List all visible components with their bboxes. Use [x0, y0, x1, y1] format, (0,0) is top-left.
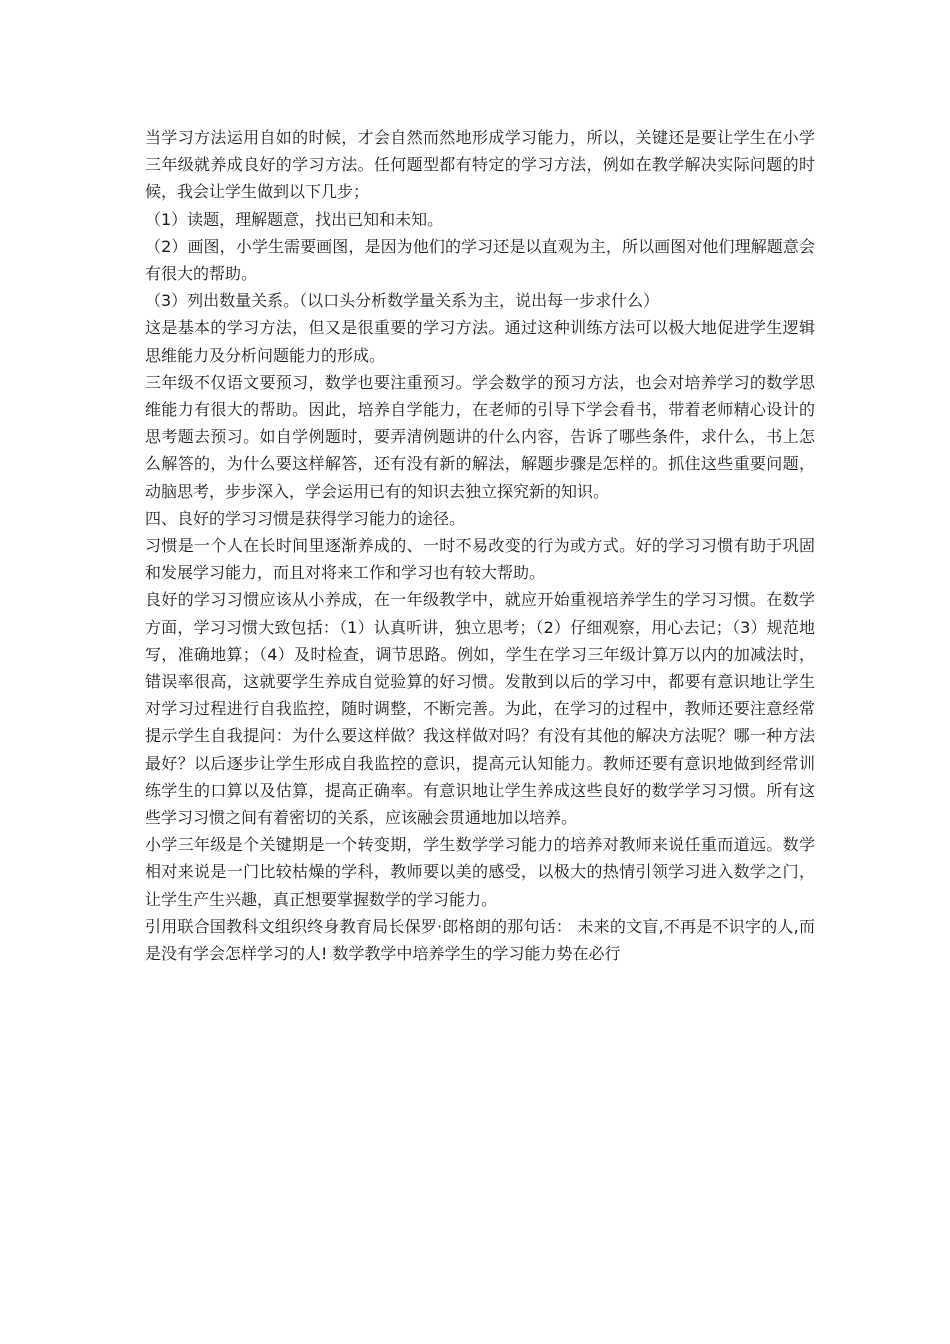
paragraph-habit-details: 良好的学习习惯应该从小养成，在一年级教学中，就应开始重视培养学生的学习习惯。在数学方面，学习习惯大致包括：（1）认真听讲，独立思考；（2）仔细观察，用心去记；（3）规范地写，准确地算；（4）及时检查，调节思路。例如，学生在学习三年级计算万以内的加减法时，错误率很高，这就要学生养成自觉验算的好习惯。发散到以后的学习中，都要有意识地让学生对学习过程进行自我监控，随时调整，不断完善。为此，在学习的过程中，教师还要注意经常提示学生自我提问：为什么要这样做？我这样做对吗？有没有其他的解决方法呢？哪一种方法最好？以后逐步让学生形成自我监控的意识，提高元认知能力。教师还要有意识地做到经常训练学生的口算以及估算，提高正确率。有意识地让学生养成这些良好的数学学习习惯。所有这些学习习惯之间有着密切的关系，应该融会贯通地加以培养。	[145, 590, 815, 828]
document-body	[145, 124, 815, 967]
paragraph-step-2: （2）画图，小学生需要画图，是因为他们的学习还是以直观为主，所以画图对他们理解题意会有很大的帮助。	[145, 236, 815, 284]
paragraph-basic-method: 这是基本的学习方法，但又是很重要的学习方法。通过这种训练方法可以极大地促进学生逻辑思维能力及分析问题能力的形成。	[145, 318, 815, 365]
paragraph-intro: 当学习方法运用自如的时候，才会自然而然地形成学习能力，所以，关键还是要让学生在小学三年级就养成良好的学习方法。任何题型都有特定的学习方法，例如在教学解决实际问题的时候，我会让学生做到以下几步；	[145, 128, 815, 202]
paragraph-habit-definition: 习惯是一个人在长时间里逐渐养成的、一时不易改变的行为或方式。好的学习习惯有助于巩固和发展学习能力，而且对将来工作和学习也有较大帮助。	[145, 536, 815, 583]
paragraph-preview: 三年级不仅语文要预习，数学也要注重预习。学会数学的预习方法，也会对培养学习的数学思维能力有很大的帮助。因此，培养自学能力，在老师的引导下学会看书，带着老师精心设计的思考题去预习。如自学例题时，要弄清例题讲的什么内容，告诉了哪些条件，求什么，书上怎么解答的，为什么要这样解答，还有没有新的解法，解题步骤是怎样的。抓住这些重要问题，动脑思考，步步深入，学会运用已有的知识去独立探究新的知识。	[145, 372, 815, 501]
section-heading-habits: 四、良好的学习习惯是获得学习能力的途径。	[145, 508, 466, 528]
paragraph-step-3: （3）列出数量关系。（以口头分析数学量关系为主，说出每一步求什么）	[145, 291, 660, 311]
paragraph-quote: 引用联合国教科文组织终身教育局长保罗·郎格朗的那句话： 未来的文盲,不再是不识字的人,而是没有学会怎样学习的人! 数学教学中培养学生的学习能力势在必行	[145, 916, 815, 964]
paragraph-grade-three: 小学三年级是个关键期是一个转变期，学生数学学习能力的培养对教师来说任重而道远。数学相对来说是一门比较枯燥的学科，教师要以美的感受，以极大的热情引领学习进入数学之门，让学生产生兴趣，真正想要掌握数学的学习能力。	[145, 835, 815, 909]
paragraph-step-1: （1）读题，理解题意，找出已知和未知。	[145, 209, 444, 229]
